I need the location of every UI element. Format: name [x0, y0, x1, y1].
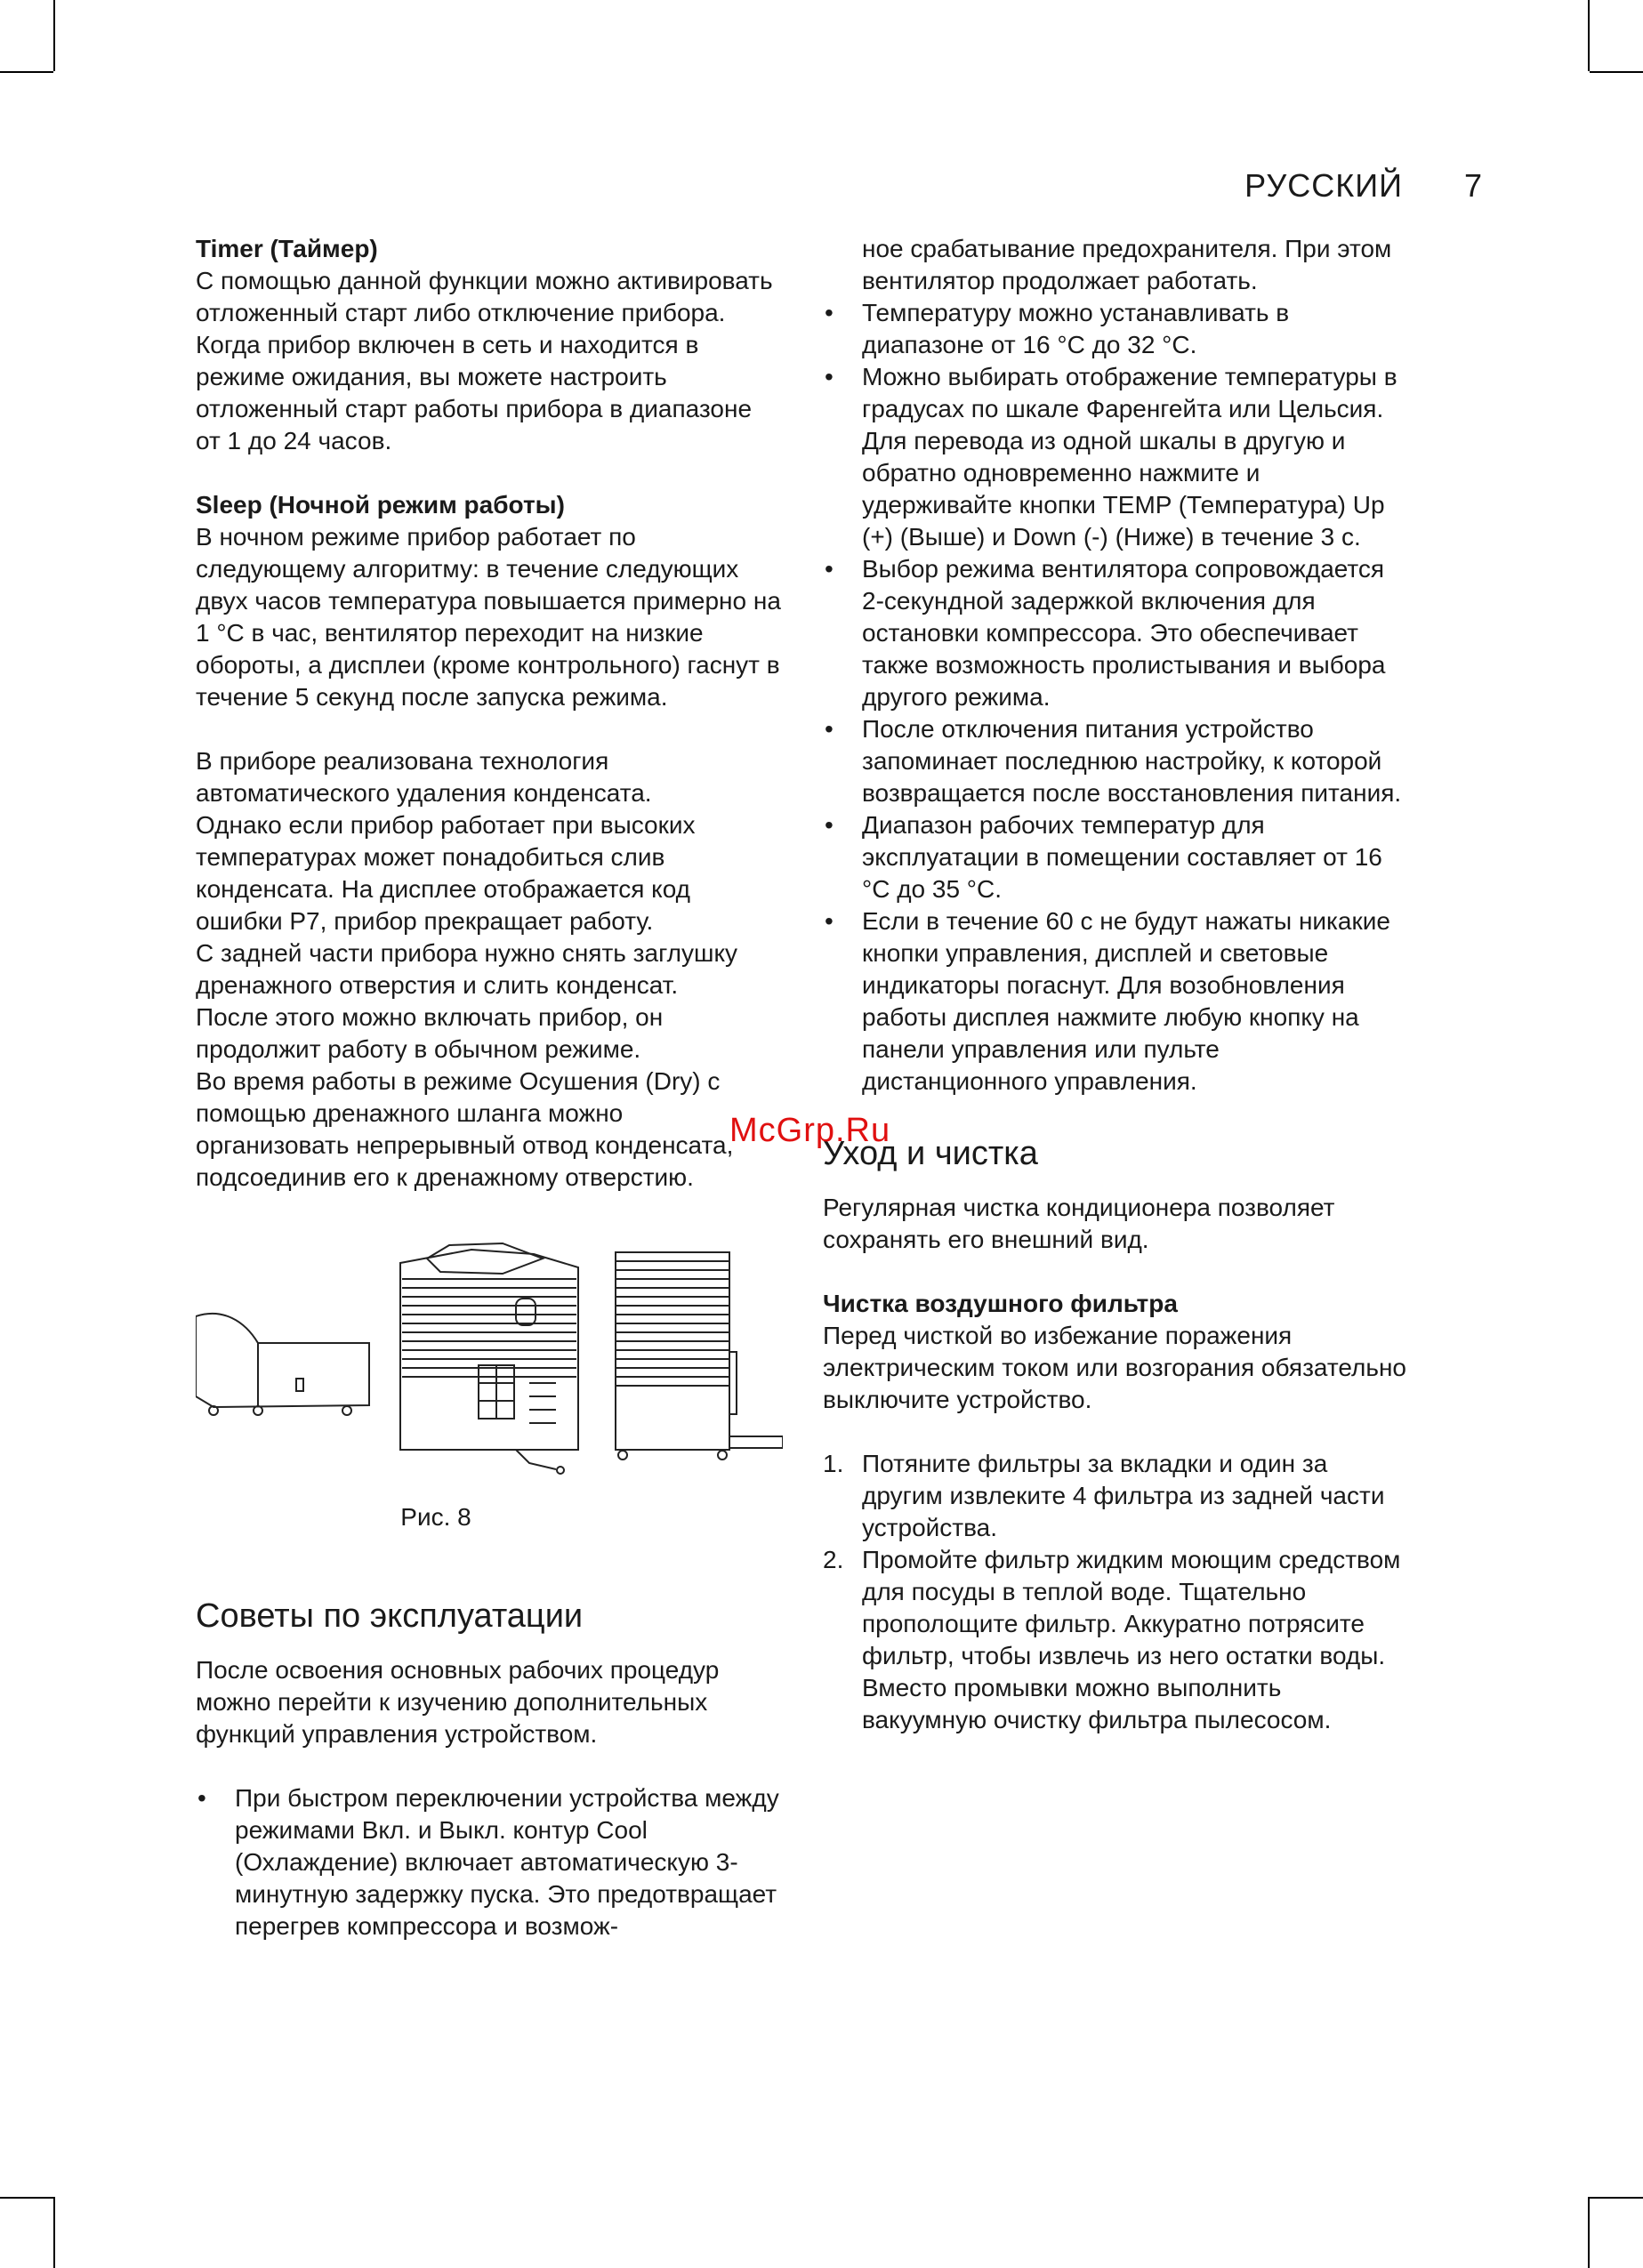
crop-mark [1588, 0, 1590, 71]
care-intro: Регулярная чистка кондиционера позволяет сохранять его внешний вид. [823, 1194, 1335, 1253]
sleep-paragraph: В ночном режиме прибор работает по следующему алгоритму: в течение следующих двух часов температура повышается примерно на 1 °С в час, вентилятор переходит на низкие обороты, а дисплеи (кроме контрольного) гаснут в течение 5 секунд после запуска режима. [196, 523, 781, 711]
page-number: 7 [1463, 167, 1483, 204]
condensate-paragraph-3: С задней части прибора нужно снять заглушку дренажного отверстия и слить конденсат. [196, 939, 738, 999]
list-item: • При быстром переключении устройства между режимами Вкл. и Выкл. контур Cool (Охлаждение) включает автоматическую 3-минутную задержку пуска. Это предотвращает перегрев компрессора и возмож- [196, 1782, 783, 1942]
condensate-paragraph-1: В приборе реализована технология автоматического удаления конденсата. [196, 747, 652, 807]
crop-mark [1588, 2197, 1590, 2268]
filter-title: Чистка воздушного фильтра [823, 1290, 1178, 1317]
tips-continuation: ное срабатывание предохранителя. При этом вентилятор продолжает работать. [862, 235, 1392, 294]
tips-list-continued [823, 297, 1410, 1098]
list-item: • Если в течение 60 с не будут нажаты никакие кнопки управления, дисплей и световые индикаторы погаснут. Для возобновления работы дисплея нажмите любую кнопку на панели управления или пульте дистанционного управления. [823, 905, 1410, 1098]
list-item: • Температуру можно устанавливать в диапазоне от 16 °С до 32 °С. [823, 297, 1410, 361]
tips-intro: После освоения основных рабочих процедур можно перейти к изучению дополнительных функций управления устройством. [196, 1656, 720, 1748]
cleaning-steps [823, 1448, 1410, 1736]
tips-list [196, 1782, 783, 1942]
condensate-paragraph-5: Во время работы в режиме Осушения (Dry) с помощью дренажного шланга можно организовать непрерывный отвод конденсата, подсоединив его к дренажному отверстию. [196, 1067, 734, 1191]
step-number: 1. [823, 1450, 844, 1477]
step-text: Промойте фильтр жидким моющим средством для посуды в теплой воде. Тщательно прополощите фильтр. Аккуратно потрясите фильтр, чтобы извлечь из него остатки воды. Вместо промывки можно выполнить вакуумную очистку фильтра пылесосом. [862, 1546, 1401, 1733]
list-item [823, 1448, 1410, 1544]
list-item: • Можно выбирать отображение температуры в градусах по шкале Фаренгейта или Цельсия. Для перевода из одной шкалы в другую и обратно одновременно нажмите и удерживайте кнопки TEMP (Температура) Up (+) (Выше) и Down (-) (Ниже) в течение 3 с. [823, 361, 1410, 553]
right-column [823, 233, 1410, 1736]
crop-mark [1590, 2197, 1643, 2199]
language-label: РУССКИЙ [1244, 167, 1403, 204]
tips-heading: Советы по эксплуатации [196, 1597, 584, 1635]
crop-mark [53, 2197, 55, 2268]
list-item: • Диапазон рабочих температур для эксплуатации в помещении составляет от 16 °С до 35 °С. [823, 809, 1410, 905]
figure-8 [196, 1210, 783, 1476]
step-number: 2. [823, 1546, 844, 1573]
list-item: • Выбор режима вентилятора сопровождается 2-секундной задержкой включения для остановки компрессора. Это обеспечивает также возможность пролистывания и выбора другого режима. [823, 553, 1410, 713]
crop-mark [0, 2197, 53, 2199]
step-text: Потяните фильтры за вкладки и один за другим извлеките 4 фильтра из задней части устройства. [862, 1450, 1385, 1541]
crop-mark [53, 0, 55, 71]
list-item [823, 1544, 1410, 1736]
timer-paragraph-2: Когда прибор включен в сеть и находится в режиме ожидания, вы можете настроить отложенный старт работы прибора в диапазоне от 1 до 24 часов. [196, 331, 753, 454]
condensate-paragraph-2: Однако если прибор работает при высоких температурах может понадобиться слив конденсата. На дисплее отображается код ошибки P7, прибор прекращает работу. [196, 811, 696, 935]
timer-paragraph-1: С помощью данной функции можно активировать отложенный старт либо отключение прибора. [196, 267, 773, 326]
filter-paragraph: Перед чисткой во избежание поражения электрическим током или возгорания обязательно выключите устройство. [823, 1322, 1406, 1413]
sleep-title: Sleep (Ночной режим работы) [196, 491, 565, 519]
figure-caption: Рис. 8 [400, 1503, 471, 1531]
condensate-paragraph-4: После этого можно включать прибор, он продолжит работу в обычном режиме. [196, 1003, 664, 1063]
crop-mark [1590, 71, 1643, 73]
timer-title: Timer (Таймер) [196, 235, 378, 262]
care-heading: Уход и чистка [823, 1135, 1038, 1172]
watermark: McGrp.Ru [729, 1112, 891, 1149]
list-item: • После отключения питания устройство запоминает последнюю настройку, к которой возвращается после восстановления питания. [823, 713, 1410, 809]
left-column [196, 233, 783, 1942]
page-header [1244, 167, 1483, 205]
air-conditioner-illustration [196, 1210, 783, 1476]
crop-mark [0, 71, 53, 73]
